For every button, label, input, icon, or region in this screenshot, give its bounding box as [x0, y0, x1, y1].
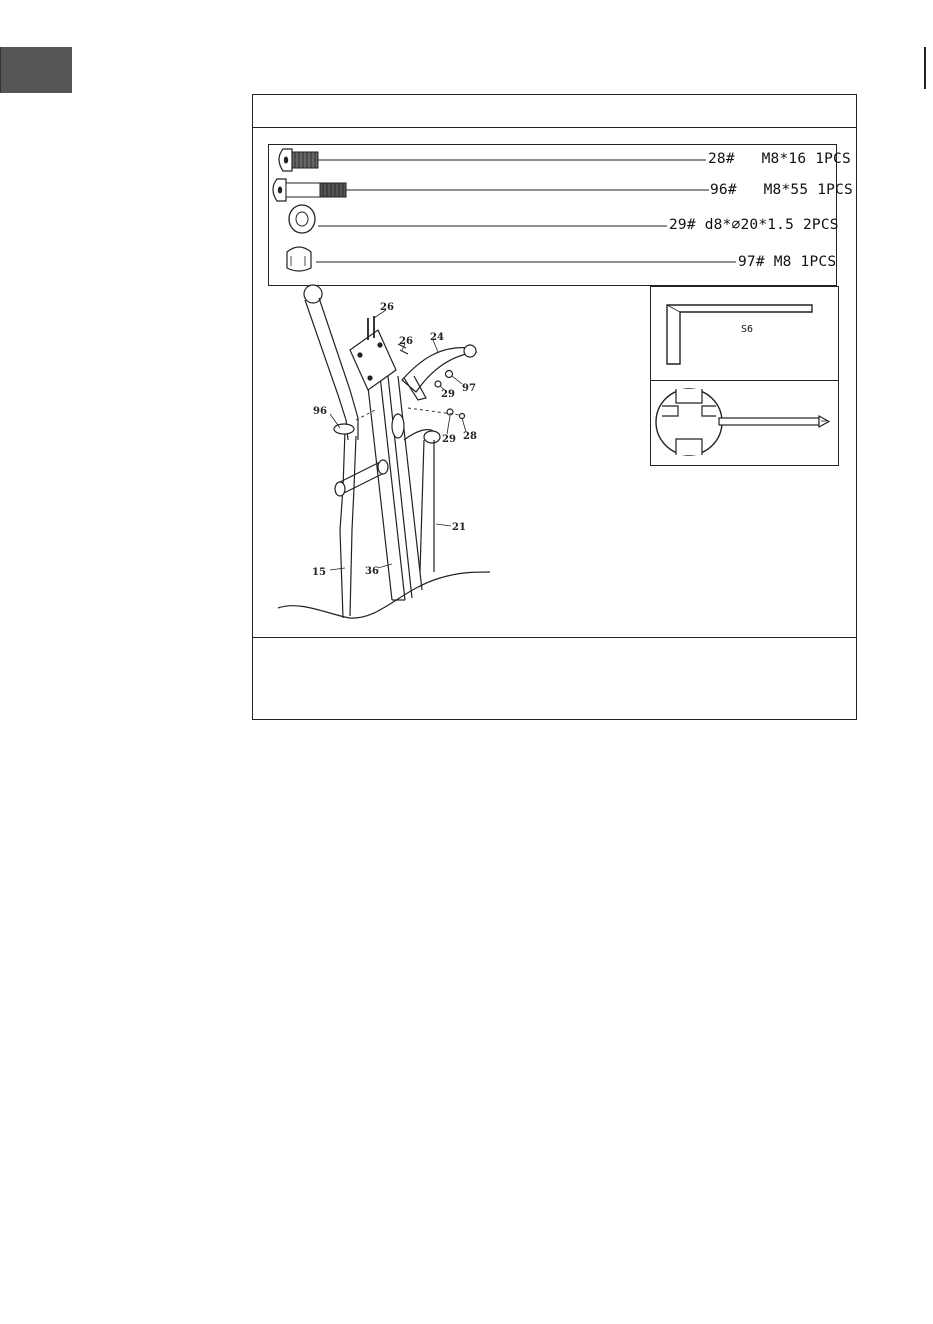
callout-label: 97 [462, 383, 476, 394]
part-spec: M8 [773, 254, 792, 270]
part-number: 28# [708, 151, 735, 167]
callout-label: 36 [365, 566, 379, 577]
callout-label: 29 [442, 434, 456, 445]
part-qty: 1PCS [815, 151, 851, 167]
part-spec: M8*55 [763, 182, 809, 198]
part-spec: M8*16 [761, 151, 807, 167]
part-number: 97# [738, 254, 765, 270]
part-qty: 1PCS [800, 254, 837, 270]
part-number: 96# [710, 182, 737, 198]
callout-label: 26 [399, 336, 413, 347]
callout-label: 96 [313, 406, 327, 417]
callout-label: 15 [312, 567, 326, 578]
callout-label: 26 [380, 302, 394, 313]
part-qty: 2PCS [802, 217, 839, 233]
frame-drawing [278, 285, 490, 618]
callout-label: 29 [441, 389, 455, 400]
part-number: 29# [669, 217, 696, 233]
part-spec: d8*∅20*1.5 [704, 217, 795, 233]
callout-label: 24 [430, 332, 444, 343]
callout-label: 21 [452, 522, 466, 533]
part-qty: 1PCS [817, 182, 853, 198]
callout-label: 28 [463, 431, 477, 442]
allen-key-label: S6 [741, 324, 754, 335]
